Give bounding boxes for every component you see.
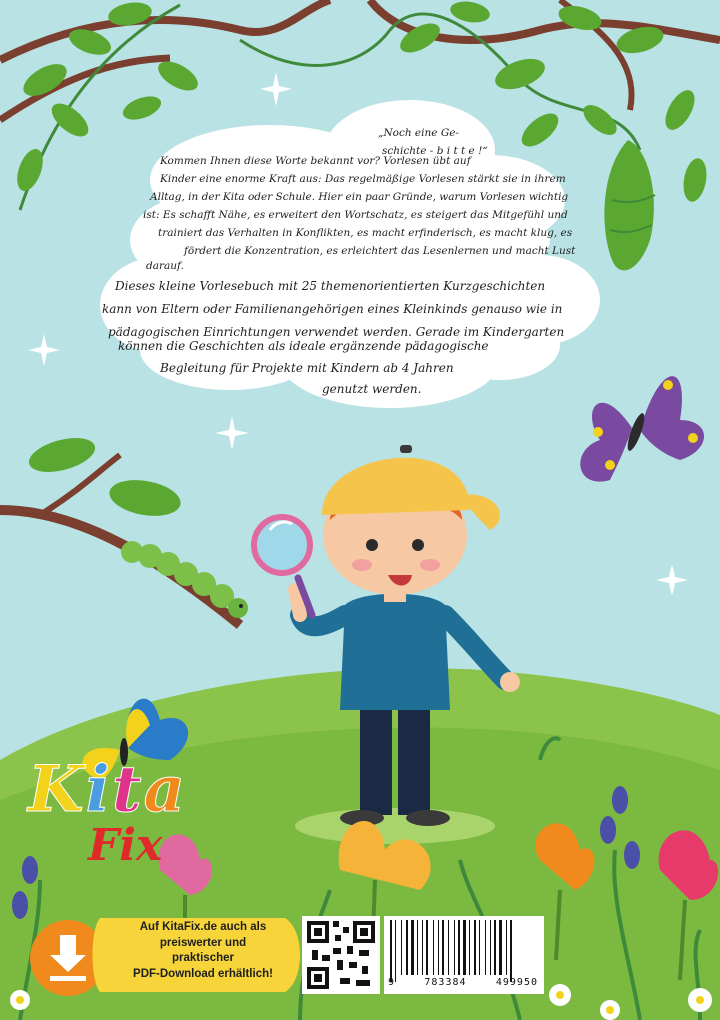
intro-line: darauf. [146, 260, 184, 272]
intro-line: ist: Es schafft Nähe, es erweitert den Wortschatz, es steigert das Mitgefühl und [143, 209, 568, 221]
barcode-bar [411, 920, 414, 975]
barcode-bar [422, 920, 423, 975]
barcode-bar [426, 920, 428, 975]
description-line: kann von Eltern oder Familienangehörigen eines Kleinkinds genauso wie in [102, 302, 563, 316]
promo-line: praktischer [171, 952, 234, 964]
barcode-bar [417, 920, 418, 975]
promo-text[interactable] [108, 920, 298, 992]
promo-line: preiswerter und [159, 936, 247, 949]
promo-line: Auf KitaFix.de auch als [139, 921, 267, 933]
logo-letter: K [28, 752, 86, 827]
barcode-bar [506, 920, 507, 975]
logo-letter: a [143, 752, 187, 827]
description-line: pädagogischen Einrichtungen verwendet werden. Gerade im Kindergarten [108, 325, 565, 339]
barcode-bar [454, 920, 455, 975]
barcode-digit-group: 783384 [424, 977, 467, 988]
barcode-number [388, 977, 538, 988]
logo-word-kita [28, 752, 187, 827]
shadow [295, 808, 495, 844]
quote-line-2: schichte - b i t t e !“ [382, 145, 488, 157]
barcode-bar [433, 920, 434, 975]
barcode-bar [448, 920, 449, 975]
quote-line-1: „Noch eine Ge- [378, 127, 459, 139]
barcode-bar [401, 920, 402, 975]
barcode-bar [474, 920, 476, 975]
intro-line: trainiert das Verhalten in Konflikten, es macht erfinderisch, es macht klug, es [158, 227, 573, 239]
barcode-bar [463, 920, 466, 975]
barcode-bar [406, 920, 408, 975]
description-line: können die Geschichten als ideale ergänzende pädagogische [118, 339, 489, 353]
barcode-digit-group: 9 [388, 977, 396, 988]
promo-line: PDF-Download erhältlich! [133, 967, 273, 980]
intro-line: Alltag, in der Kita oder Schule. Hier ein paar Gründe, warum Vorlesen wichtig [150, 191, 569, 203]
barcode-bar [395, 920, 396, 982]
barcode-bar [499, 920, 502, 975]
logo-letter: i [85, 752, 112, 827]
barcode-bar [390, 920, 392, 982]
barcode-bar [494, 920, 496, 975]
qr-code[interactable] [302, 916, 380, 994]
barcode-bar [438, 920, 439, 975]
barcode-digit-group: 499950 [495, 977, 538, 988]
barcode-bar [510, 920, 512, 982]
kitafix-logo[interactable] [28, 752, 228, 895]
intro-line: fördert die Konzentration, es erleichtert das Lesenlernen und macht Lust [184, 245, 576, 257]
barcode-bar [479, 920, 480, 975]
intro-line: Kommen Ihnen diese Worte bekannt vor? Vorlesen übt auf [160, 155, 471, 167]
description-line: Dieses kleine Vorlesebuch mit 25 themenorientierten Kurzgeschichten [115, 279, 546, 293]
intro-line: Kinder eine enorme Kraft aus: Das regelmäßige Vorlesen stärkt sie in ihrem [160, 173, 566, 185]
description-line: genutzt werden. [322, 382, 422, 396]
barcode-bar [490, 920, 491, 975]
barcode-bar [458, 920, 460, 975]
description-line: Begleitung für Projekte mit Kindern ab 4 Jahren [160, 361, 454, 375]
logo-word-fix: Fix [88, 820, 163, 871]
barcode-bar [485, 920, 486, 975]
barcode-bar [469, 920, 470, 975]
barcode-bar [442, 920, 444, 975]
logo-letter: t [111, 752, 144, 827]
